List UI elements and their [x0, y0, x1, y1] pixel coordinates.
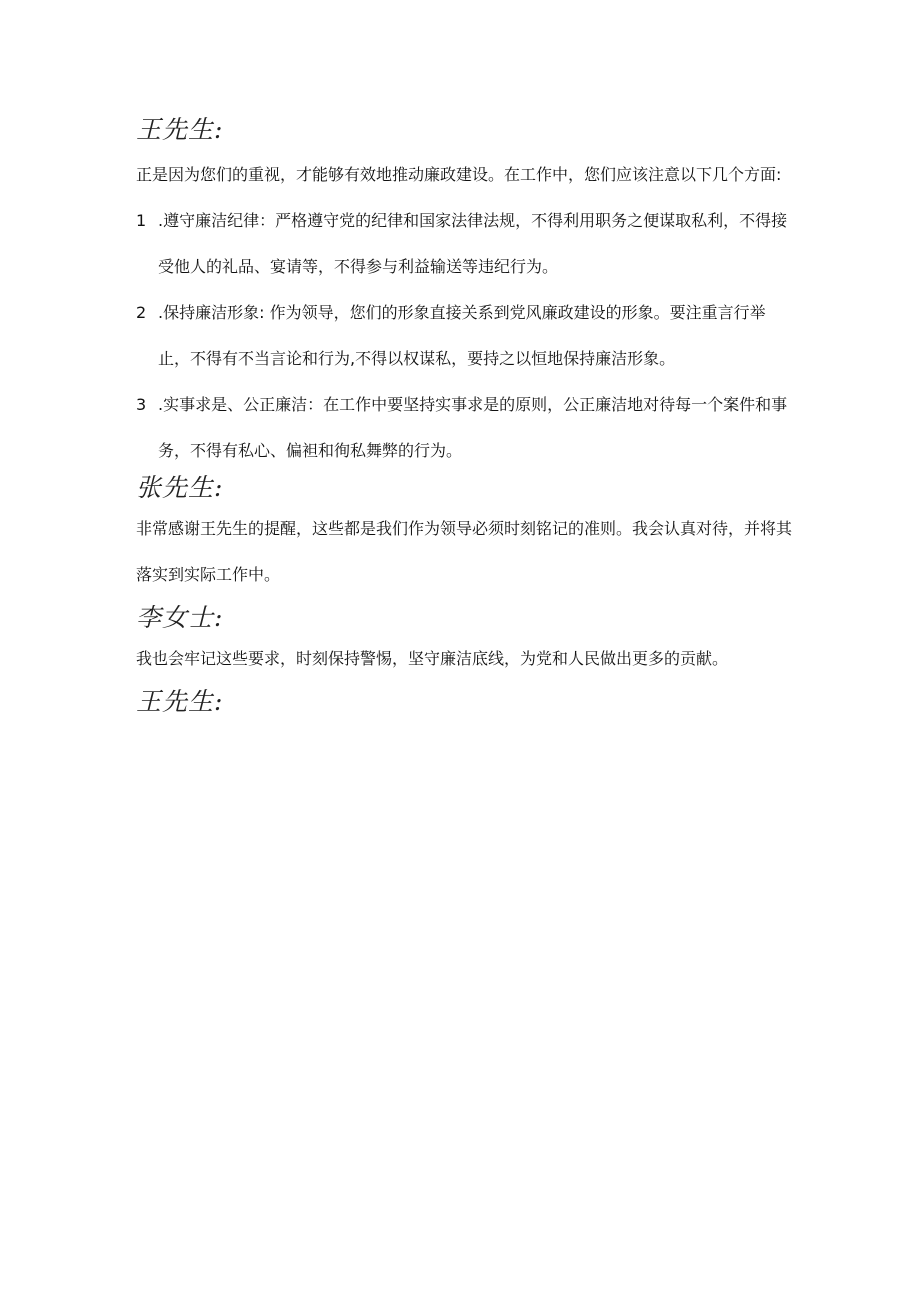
speaker-label: 王先生:: [136, 115, 224, 144]
list-item: [136, 382, 796, 474]
list-item-number: 1: [136, 211, 147, 230]
speaker-label: 张先生:: [136, 473, 224, 502]
list-item-text: .保持廉洁形象: 作为领导，您们的形象直接关系到党风廉政建设的形象。要注重言行举止，不得有不当言论和行为,不得以权谋私，要持之以恒地保持廉洁形象。: [158, 303, 766, 368]
list-item: [136, 198, 796, 290]
speaker-label: 李女士:: [136, 603, 224, 632]
list-item: [136, 290, 796, 382]
speech-paragraph: 正是因为您们的重视，才能够有效地推动廉政建设。在工作中，您们应该注意以下几个方面:: [136, 165, 782, 184]
document-body: [136, 112, 796, 720]
list-item-number: 2: [136, 303, 147, 322]
list-item-number: 3: [136, 395, 147, 414]
speech-paragraph: 非常感谢王先生的提醒，这些都是我们作为领导必须时刻铭记的准则。我会认真对待，并将其落实到实际工作中。: [136, 519, 793, 584]
list-item-text: .遵守廉洁纪律：严格遵守党的纪律和国家法律法规，不得利用职务之便谋取私利，不得接受他人的礼品、宴请等，不得参与利益输送等违纪行为。: [158, 211, 788, 276]
list-item-text: .实事求是、公正廉洁：在工作中要坚持实事求是的原则，公正廉洁地对待每一个案件和事务，不得有私心、偏袒和徇私舞弊的行为。: [158, 395, 788, 460]
speaker-label: 王先生:: [136, 687, 224, 716]
speech-paragraph: 我也会牢记这些要求，时刻保持警惕，坚守廉洁底线，为党和人民做出更多的贡献。: [136, 649, 729, 668]
